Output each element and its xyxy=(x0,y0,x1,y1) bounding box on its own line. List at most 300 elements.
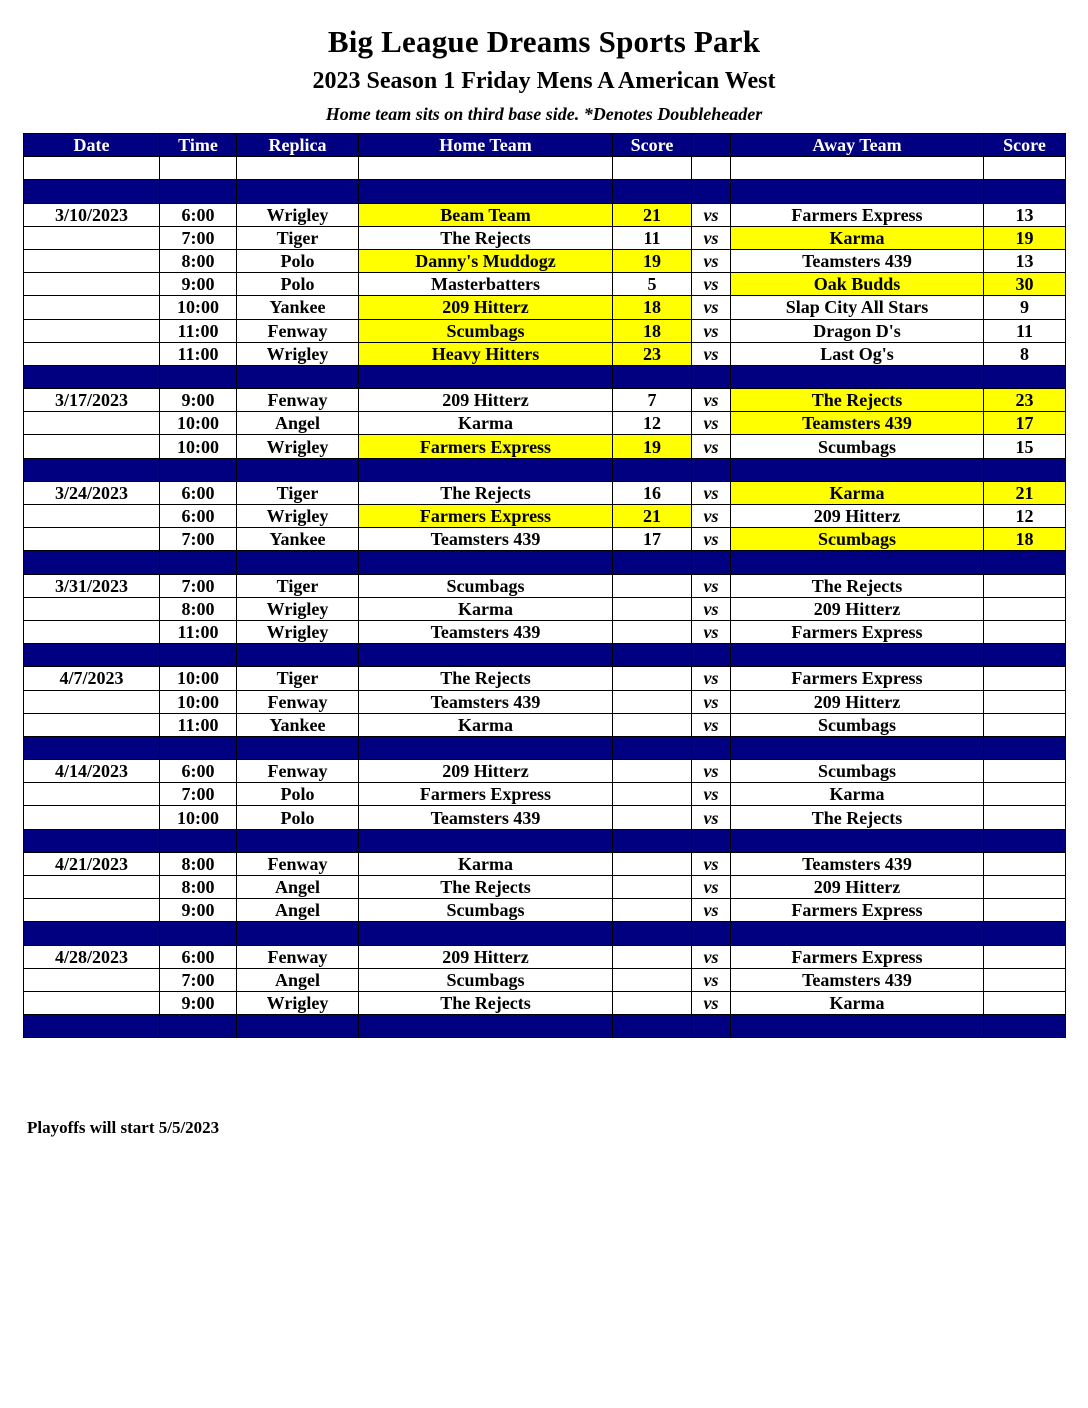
home-team-cell: Farmers Express xyxy=(359,505,613,528)
home-score-cell xyxy=(613,690,692,713)
separator-row xyxy=(24,551,1066,574)
empty-cell xyxy=(692,365,731,388)
empty-cell xyxy=(24,829,160,852)
game-row xyxy=(24,296,1066,319)
date-cell xyxy=(24,528,160,551)
empty-cell xyxy=(984,1015,1066,1038)
date-cell: 4/7/2023 xyxy=(24,667,160,690)
game-row xyxy=(24,412,1066,435)
time-cell: 7:00 xyxy=(160,783,237,806)
empty-cell xyxy=(692,922,731,945)
empty-cell xyxy=(237,922,359,945)
empty-cell xyxy=(692,551,731,574)
col-header-home-score: Score xyxy=(613,134,692,157)
replica-cell: Wrigley xyxy=(237,203,359,226)
empty-cell xyxy=(237,644,359,667)
empty-cell xyxy=(984,736,1066,759)
empty-cell xyxy=(984,157,1066,180)
away-team-cell: Karma xyxy=(731,783,984,806)
empty-cell xyxy=(731,365,984,388)
empty-cell xyxy=(613,1015,692,1038)
replica-cell: Fenway xyxy=(237,945,359,968)
empty-cell xyxy=(237,1015,359,1038)
time-cell: 11:00 xyxy=(160,713,237,736)
empty-cell xyxy=(359,458,613,481)
replica-cell: Tiger xyxy=(237,667,359,690)
empty-cell xyxy=(160,365,237,388)
home-score-cell xyxy=(613,876,692,899)
away-team-cell: Teamsters 439 xyxy=(731,249,984,272)
vs-cell: vs xyxy=(692,435,731,458)
home-team-cell: Scumbags xyxy=(359,574,613,597)
empty-cell xyxy=(692,157,731,180)
game-row xyxy=(24,690,1066,713)
time-cell: 6:00 xyxy=(160,203,237,226)
game-row xyxy=(24,945,1066,968)
home-team-cell: 209 Hitterz xyxy=(359,760,613,783)
vs-cell: vs xyxy=(692,852,731,875)
empty-cell xyxy=(984,922,1066,945)
empty-cell xyxy=(160,458,237,481)
away-team-cell: Teamsters 439 xyxy=(731,852,984,875)
game-row xyxy=(24,505,1066,528)
away-score-cell: 13 xyxy=(984,249,1066,272)
game-row xyxy=(24,273,1066,296)
replica-cell: Fenway xyxy=(237,760,359,783)
date-cell xyxy=(24,991,160,1014)
away-team-cell: Karma xyxy=(731,991,984,1014)
replica-cell: Yankee xyxy=(237,296,359,319)
vs-cell: vs xyxy=(692,319,731,342)
empty-cell xyxy=(359,551,613,574)
home-score-cell: 18 xyxy=(613,319,692,342)
time-cell: 7:00 xyxy=(160,528,237,551)
empty-cell xyxy=(160,157,237,180)
separator-row xyxy=(24,1015,1066,1038)
away-score-cell: 11 xyxy=(984,319,1066,342)
game-row xyxy=(24,528,1066,551)
vs-cell: vs xyxy=(692,574,731,597)
replica-cell: Wrigley xyxy=(237,597,359,620)
empty-cell xyxy=(24,551,160,574)
away-score-cell xyxy=(984,991,1066,1014)
separator-row xyxy=(24,829,1066,852)
home-team-cell: Karma xyxy=(359,597,613,620)
home-team-cell: Teamsters 439 xyxy=(359,806,613,829)
away-score-cell: 17 xyxy=(984,412,1066,435)
time-cell: 9:00 xyxy=(160,899,237,922)
time-cell: 10:00 xyxy=(160,435,237,458)
home-score-cell xyxy=(613,899,692,922)
home-team-cell: Karma xyxy=(359,852,613,875)
empty-cell xyxy=(160,644,237,667)
empty-cell xyxy=(613,157,692,180)
away-score-cell xyxy=(984,713,1066,736)
away-team-cell: Oak Budds xyxy=(731,273,984,296)
date-cell xyxy=(24,899,160,922)
home-team-cell: The Rejects xyxy=(359,226,613,249)
away-score-cell: 30 xyxy=(984,273,1066,296)
separator-row xyxy=(24,365,1066,388)
away-score-cell xyxy=(984,968,1066,991)
separator-row xyxy=(24,180,1066,203)
date-cell xyxy=(24,273,160,296)
empty-cell xyxy=(359,157,613,180)
empty-cell xyxy=(731,180,984,203)
vs-cell: vs xyxy=(692,945,731,968)
time-cell: 7:00 xyxy=(160,226,237,249)
home-score-cell xyxy=(613,760,692,783)
empty-cell xyxy=(24,1015,160,1038)
home-team-cell: The Rejects xyxy=(359,481,613,504)
replica-cell: Fenway xyxy=(237,690,359,713)
away-team-cell: The Rejects xyxy=(731,806,984,829)
home-team-cell: Teamsters 439 xyxy=(359,690,613,713)
time-cell: 11:00 xyxy=(160,342,237,365)
vs-cell: vs xyxy=(692,249,731,272)
home-score-cell xyxy=(613,667,692,690)
vs-cell: vs xyxy=(692,690,731,713)
replica-cell: Angel xyxy=(237,968,359,991)
col-header-date: Date xyxy=(24,134,160,157)
replica-cell: Angel xyxy=(237,876,359,899)
away-team-cell: Scumbags xyxy=(731,760,984,783)
empty-cell xyxy=(24,644,160,667)
game-row xyxy=(24,342,1066,365)
date-cell xyxy=(24,435,160,458)
home-score-cell xyxy=(613,713,692,736)
away-score-cell: 18 xyxy=(984,528,1066,551)
away-score-cell xyxy=(984,760,1066,783)
schedule-note: Home team sits on third base side. *Denotes Doubleheader xyxy=(325,104,763,124)
home-score-cell: 21 xyxy=(613,505,692,528)
col-header-vs xyxy=(692,134,731,157)
empty-cell xyxy=(359,922,613,945)
game-row xyxy=(24,226,1066,249)
game-row xyxy=(24,435,1066,458)
separator-row xyxy=(24,922,1066,945)
time-cell: 10:00 xyxy=(160,667,237,690)
replica-cell: Tiger xyxy=(237,481,359,504)
empty-cell xyxy=(24,736,160,759)
game-row xyxy=(24,249,1066,272)
away-score-cell xyxy=(984,667,1066,690)
time-cell: 6:00 xyxy=(160,481,237,504)
time-cell: 6:00 xyxy=(160,505,237,528)
vs-cell: vs xyxy=(692,991,731,1014)
away-score-cell xyxy=(984,783,1066,806)
date-cell xyxy=(24,783,160,806)
away-team-cell: Farmers Express xyxy=(731,620,984,643)
date-cell: 4/14/2023 xyxy=(24,760,160,783)
replica-cell: Wrigley xyxy=(237,620,359,643)
home-team-cell: 209 Hitterz xyxy=(359,389,613,412)
home-team-cell: Farmers Express xyxy=(359,783,613,806)
away-score-cell xyxy=(984,876,1066,899)
home-score-cell xyxy=(613,597,692,620)
vs-cell: vs xyxy=(692,203,731,226)
home-score-cell: 19 xyxy=(613,435,692,458)
header-row xyxy=(24,134,1066,157)
home-score-cell xyxy=(613,783,692,806)
empty-cell xyxy=(692,829,731,852)
vs-cell: vs xyxy=(692,226,731,249)
game-row xyxy=(24,876,1066,899)
time-cell: 8:00 xyxy=(160,597,237,620)
replica-cell: Fenway xyxy=(237,852,359,875)
home-team-cell: Scumbags xyxy=(359,899,613,922)
empty-cell xyxy=(24,458,160,481)
empty-cell xyxy=(731,1015,984,1038)
replica-cell: Yankee xyxy=(237,713,359,736)
game-row xyxy=(24,620,1066,643)
col-header-home-team: Home Team xyxy=(359,134,613,157)
replica-cell: Polo xyxy=(237,273,359,296)
time-cell: 9:00 xyxy=(160,389,237,412)
empty-cell xyxy=(692,180,731,203)
game-row xyxy=(24,852,1066,875)
empty-cell xyxy=(613,180,692,203)
empty-cell xyxy=(984,551,1066,574)
away-team-cell: Last Og's xyxy=(731,342,984,365)
empty-cell xyxy=(24,157,160,180)
empty-cell xyxy=(613,829,692,852)
away-team-cell: 209 Hitterz xyxy=(731,876,984,899)
empty-cell xyxy=(692,644,731,667)
vs-cell: vs xyxy=(692,667,731,690)
away-score-cell xyxy=(984,597,1066,620)
away-team-cell: Dragon D's xyxy=(731,319,984,342)
empty-cell xyxy=(160,922,237,945)
away-score-cell xyxy=(984,620,1066,643)
time-cell: 9:00 xyxy=(160,991,237,1014)
page-subtitle: 2023 Season 1 Friday Mens A American West xyxy=(312,68,776,94)
game-row xyxy=(24,319,1066,342)
vs-cell: vs xyxy=(692,412,731,435)
game-row xyxy=(24,389,1066,412)
away-score-cell: 23 xyxy=(984,389,1066,412)
date-cell: 4/28/2023 xyxy=(24,945,160,968)
time-cell: 7:00 xyxy=(160,574,237,597)
date-cell: 3/17/2023 xyxy=(24,389,160,412)
vs-cell: vs xyxy=(692,783,731,806)
vs-cell: vs xyxy=(692,806,731,829)
empty-cell xyxy=(613,458,692,481)
date-cell xyxy=(24,296,160,319)
away-score-cell xyxy=(984,806,1066,829)
time-cell: 8:00 xyxy=(160,876,237,899)
game-row xyxy=(24,574,1066,597)
time-cell: 6:00 xyxy=(160,760,237,783)
home-team-cell: Beam Team xyxy=(359,203,613,226)
game-row xyxy=(24,597,1066,620)
empty-cell xyxy=(731,922,984,945)
date-cell xyxy=(24,412,160,435)
vs-cell: vs xyxy=(692,968,731,991)
empty-cell xyxy=(613,922,692,945)
blank-row xyxy=(24,157,1066,180)
away-score-cell xyxy=(984,945,1066,968)
empty-cell xyxy=(359,829,613,852)
replica-cell: Tiger xyxy=(237,574,359,597)
home-team-cell: Masterbatters xyxy=(359,273,613,296)
home-team-cell: Danny's Muddogz xyxy=(359,249,613,272)
home-team-cell: The Rejects xyxy=(359,667,613,690)
home-team-cell: Heavy Hitters xyxy=(359,342,613,365)
empty-cell xyxy=(984,644,1066,667)
empty-cell xyxy=(359,1015,613,1038)
date-cell xyxy=(24,806,160,829)
separator-row xyxy=(24,736,1066,759)
time-cell: 8:00 xyxy=(160,249,237,272)
vs-cell: vs xyxy=(692,899,731,922)
time-cell: 10:00 xyxy=(160,412,237,435)
empty-cell xyxy=(613,365,692,388)
empty-cell xyxy=(237,157,359,180)
empty-cell xyxy=(613,736,692,759)
time-cell: 10:00 xyxy=(160,296,237,319)
empty-cell xyxy=(237,458,359,481)
time-cell: 7:00 xyxy=(160,968,237,991)
away-team-cell: Teamsters 439 xyxy=(731,968,984,991)
away-score-cell xyxy=(984,690,1066,713)
vs-cell: vs xyxy=(692,760,731,783)
empty-cell xyxy=(24,365,160,388)
vs-cell: vs xyxy=(692,876,731,899)
empty-cell xyxy=(731,736,984,759)
away-team-cell: Farmers Express xyxy=(731,945,984,968)
empty-cell xyxy=(160,829,237,852)
home-score-cell: 5 xyxy=(613,273,692,296)
away-team-cell: The Rejects xyxy=(731,574,984,597)
empty-cell xyxy=(237,180,359,203)
home-team-cell: Karma xyxy=(359,713,613,736)
empty-cell xyxy=(613,551,692,574)
schedule-body xyxy=(24,157,1066,1038)
replica-cell: Angel xyxy=(237,412,359,435)
home-score-cell xyxy=(613,945,692,968)
home-team-cell: Scumbags xyxy=(359,968,613,991)
home-score-cell xyxy=(613,620,692,643)
home-score-cell xyxy=(613,574,692,597)
date-cell xyxy=(24,690,160,713)
game-row xyxy=(24,760,1066,783)
page-title: Big League Dreams Sports Park xyxy=(327,24,761,59)
replica-cell: Polo xyxy=(237,806,359,829)
away-team-cell: Teamsters 439 xyxy=(731,412,984,435)
game-row xyxy=(24,968,1066,991)
game-row xyxy=(24,667,1066,690)
home-score-cell: 19 xyxy=(613,249,692,272)
away-team-cell: 209 Hitterz xyxy=(731,690,984,713)
home-score-cell xyxy=(613,968,692,991)
away-team-cell: Slap City All Stars xyxy=(731,296,984,319)
empty-cell xyxy=(359,180,613,203)
date-cell xyxy=(24,505,160,528)
home-score-cell: 23 xyxy=(613,342,692,365)
time-cell: 11:00 xyxy=(160,319,237,342)
col-header-replica: Replica xyxy=(237,134,359,157)
date-cell: 3/31/2023 xyxy=(24,574,160,597)
away-team-cell: 209 Hitterz xyxy=(731,597,984,620)
game-row xyxy=(24,481,1066,504)
empty-cell xyxy=(984,180,1066,203)
empty-cell xyxy=(359,365,613,388)
game-row xyxy=(24,783,1066,806)
vs-cell: vs xyxy=(692,528,731,551)
game-row xyxy=(24,991,1066,1014)
game-row xyxy=(24,203,1066,226)
game-row xyxy=(24,713,1066,736)
empty-cell xyxy=(160,551,237,574)
date-cell xyxy=(24,597,160,620)
replica-cell: Fenway xyxy=(237,319,359,342)
schedule-table xyxy=(23,133,1066,1038)
away-team-cell: The Rejects xyxy=(731,389,984,412)
home-team-cell: 209 Hitterz xyxy=(359,945,613,968)
away-team-cell: Farmers Express xyxy=(731,899,984,922)
home-team-cell: Farmers Express xyxy=(359,435,613,458)
time-cell: 9:00 xyxy=(160,273,237,296)
home-team-cell: Karma xyxy=(359,412,613,435)
vs-cell: vs xyxy=(692,620,731,643)
home-score-cell: 21 xyxy=(613,203,692,226)
empty-cell xyxy=(731,458,984,481)
home-team-cell: 209 Hitterz xyxy=(359,296,613,319)
date-cell xyxy=(24,968,160,991)
vs-cell: vs xyxy=(692,296,731,319)
replica-cell: Yankee xyxy=(237,528,359,551)
home-team-cell: The Rejects xyxy=(359,991,613,1014)
empty-cell xyxy=(692,458,731,481)
time-cell: 11:00 xyxy=(160,620,237,643)
empty-cell xyxy=(984,365,1066,388)
replica-cell: Fenway xyxy=(237,389,359,412)
away-team-cell: Scumbags xyxy=(731,435,984,458)
separator-row xyxy=(24,644,1066,667)
empty-cell xyxy=(731,644,984,667)
home-score-cell: 7 xyxy=(613,389,692,412)
empty-cell xyxy=(731,157,984,180)
empty-cell xyxy=(613,644,692,667)
vs-cell: vs xyxy=(692,597,731,620)
playoffs-note: Playoffs will start 5/5/2023 xyxy=(27,1118,220,1137)
away-score-cell: 12 xyxy=(984,505,1066,528)
date-cell: 4/21/2023 xyxy=(24,852,160,875)
away-team-cell: Karma xyxy=(731,226,984,249)
time-cell: 10:00 xyxy=(160,690,237,713)
replica-cell: Polo xyxy=(237,783,359,806)
empty-cell xyxy=(731,551,984,574)
home-score-cell: 17 xyxy=(613,528,692,551)
home-score-cell: 11 xyxy=(613,226,692,249)
away-score-cell: 19 xyxy=(984,226,1066,249)
date-cell xyxy=(24,249,160,272)
game-row xyxy=(24,806,1066,829)
time-cell: 10:00 xyxy=(160,806,237,829)
away-score-cell xyxy=(984,852,1066,875)
date-cell xyxy=(24,620,160,643)
empty-cell xyxy=(692,1015,731,1038)
away-team-cell: Scumbags xyxy=(731,528,984,551)
empty-cell xyxy=(237,365,359,388)
home-score-cell xyxy=(613,806,692,829)
home-team-cell: The Rejects xyxy=(359,876,613,899)
vs-cell: vs xyxy=(692,342,731,365)
game-row xyxy=(24,899,1066,922)
home-team-cell: Scumbags xyxy=(359,319,613,342)
vs-cell: vs xyxy=(692,389,731,412)
